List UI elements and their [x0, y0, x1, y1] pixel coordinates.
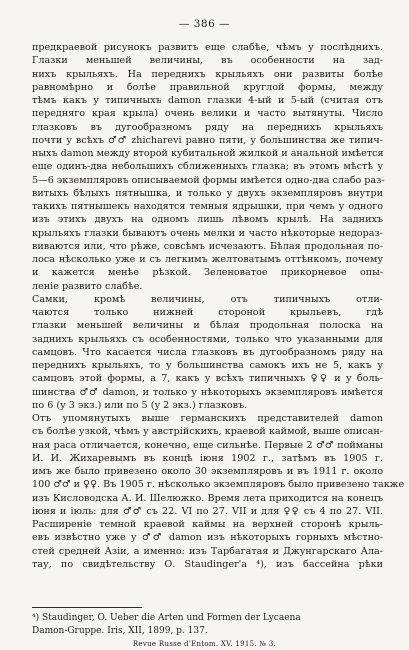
- text-line: чаются только нижней стороной крыльевъ, гдѣ: [32, 307, 383, 318]
- text-line: съ болѣе узкой, чѣмъ у австрійскихъ, краевой каймой, выше описан-: [32, 426, 383, 438]
- text-line: Глазки меньшей величины, въ особенности на зад-: [32, 55, 383, 67]
- text-line: Отъ упомянутыхъ выше германскихъ представителей damon: [32, 413, 383, 424]
- text-line: евъ извѣстно уже у ♂♂ damon изъ нѣкоторыхъ горныхъ мѣстно-: [32, 532, 383, 544]
- text-line: 100 ♂♂ и ♀♀. Въ 1905 г. нѣсколько экземпляровъ было привезено также: [32, 479, 405, 491]
- footnote-rule: [32, 607, 142, 608]
- text-line: 5—6 экземпляровъ описываемой формы имѣется одно-два слабо раз-: [32, 174, 385, 186]
- text-line: тѣмъ какъ у типичныхъ damon глазки 4-ый и 5-ый (считая отъ: [32, 95, 383, 106]
- text-line: изъ Кисловодска А. И. Шелюжко. Время лета приходится на конецъ: [32, 492, 383, 504]
- text-line: равномѣрно и болѣе правильной круглой формы, между: [32, 81, 383, 93]
- text-line: леніе развито слабѣе.: [32, 280, 143, 292]
- text-line: переднихъ крыльяхъ, то у большинства самокъ ихъ не 5, какъ у: [32, 360, 383, 371]
- journal-footer: Revue Russe d'Entom. XV. 1915. № 3.: [132, 640, 277, 648]
- body-text: [32, 41, 405, 571]
- page-number: — 386 —: [178, 18, 231, 30]
- text-line: лоса нѣсколько уже и съ легкимъ желтоватымъ оттѣнкомъ, почему: [32, 254, 383, 265]
- text-line: и кажется менѣе рѣзкой. Зеленоватое прикорневое опы-: [32, 267, 383, 279]
- text-line: іюня и іюль: для ♂♂ съ 22. VI по 27. VII и для ♀♀ съ 4 по 27. VII.: [32, 505, 383, 517]
- text-line: передняго края крыла) очень велики и часто вытянуты. Число: [32, 108, 383, 120]
- text-line: почти у всѣхъ ♂♂ zhicharevi равно пяти, у большинства же типич-: [32, 134, 383, 146]
- text-line: имъ же было привезено около 30 экземпляровъ и въ 1911 г. около: [32, 466, 383, 477]
- text-line: по 6 (у 3 экз.) или по 5 (у 2 экз.) глазковъ.: [32, 399, 248, 411]
- text-line: изъ этихъ двухъ на одномъ лишь лѣвомъ крылѣ. На заднихъ: [32, 214, 383, 226]
- text-line: крыльяхъ глазки бываютъ очень мелки и часто нѣкоторые недораз-: [32, 227, 383, 239]
- text-line: ныхъ damon между второй кубитальной жилкой и анальной имѣется: [32, 148, 384, 159]
- text-line: глазки меньшей величины и бѣлая продольная полоска на: [32, 320, 383, 332]
- text-line: ная раса отличается, конечно, еще сильнѣе. Первые 2 ♂♂ пойманы: [32, 439, 383, 451]
- text-line: такихъ пятнышекъ находятся темныя ядрышки, при чемъ у одного: [32, 201, 383, 212]
- text-line: глазковъ въ дугообразномъ ряду на переднихъ крыльяхъ: [32, 121, 383, 133]
- footnote-line: Damon-Gruppe. Iris, XII, 1899, p. 137.: [32, 626, 208, 636]
- text-line: нихъ крыльяхъ. На переднихъ крыльяхъ они развиты болѣе: [32, 68, 383, 80]
- text-line: шинства ♂♂ damon, и только у нѣкоторыхъ экземпляровъ имѣется: [32, 386, 383, 398]
- text-line: предкраевой рисунокъ развитъ еще слабѣе, чѣмъ у послѣднихъ.: [32, 42, 383, 53]
- text-line: самцовъ. Что касается числа глазковъ въ дугообразномъ ряду на: [32, 346, 383, 358]
- text-line: заднихъ крыльяхъ съ особенностями, только что указанными для: [32, 333, 383, 345]
- text-line: самцовъ этой формы, а 7, какъ у всѣхъ типичныхъ ♀♀ и у боль-: [32, 373, 383, 385]
- text-line: стей средней Азіи, а именно: изъ Тарбагатая и Джунгарскаго Ала-: [32, 545, 383, 557]
- footnote-line: ⁴) Staudinger, O. Ueber die Arten und Formen der Lycaena: [32, 613, 301, 623]
- text-line: еще одинъ-два небольшихъ сближенныхъ глазка; въ этомъ мѣстѣ у: [32, 161, 383, 173]
- text-line: Самки, кромѣ величины, отъ типичныхъ отли-: [32, 293, 383, 305]
- text-line: виваются или, что рѣже, совсѣмъ исчезаютъ. Бѣлая продольная по-: [32, 240, 383, 252]
- text-line: витыхъ бѣлыхъ пятнышка, и только у двухъ экземпляровъ внутри: [32, 187, 383, 199]
- text-line: тау, по свидѣтельству О. Staudinger'а ⁴), изъ бассейна рѣки: [32, 558, 383, 570]
- text-line: Расширеніе темной краевой каймы на верхней сторонѣ крыль-: [32, 519, 383, 530]
- text-line: И. И. Жихаревымъ въ концѣ іюня 1902 г., затѣмъ въ 1905 г.: [32, 452, 383, 464]
